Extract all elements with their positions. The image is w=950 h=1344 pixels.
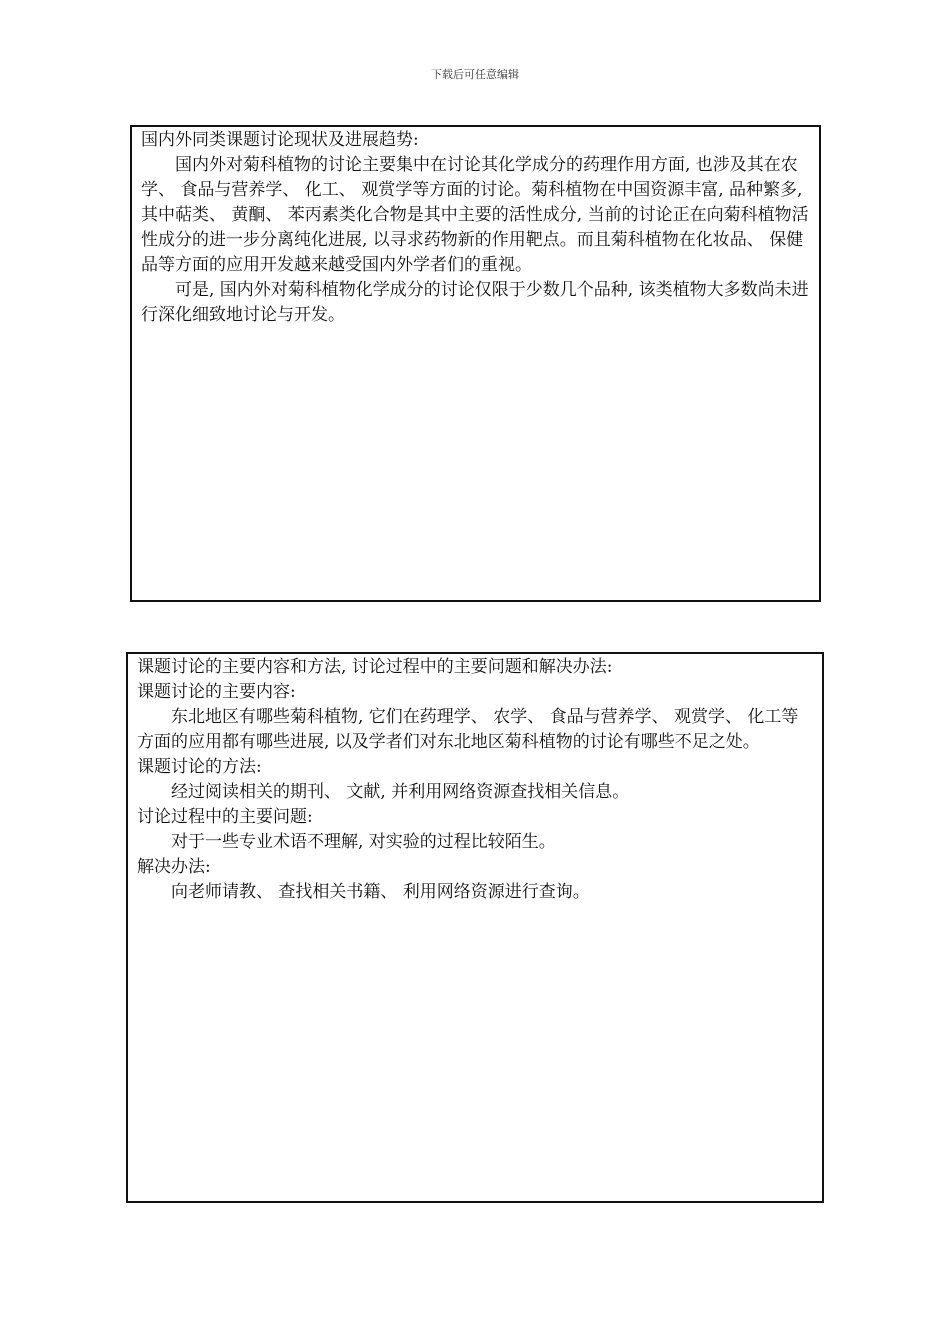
content-text: 东北地区有哪些菊科植物, 它们在药理学、 农学、 食品与营养学、 观赏学、 化工等方面的应用都有哪些进展, 以及学者们对东北地区菊科植物的讨论有哪些不足之处。	[137, 707, 799, 752]
research-content-box	[126, 652, 824, 1203]
research-content-heading: 课题讨论的主要内容和方法, 讨论过程中的主要问题和解决办法:	[137, 657, 613, 677]
solution-label: 解决办法:	[137, 857, 211, 877]
page-header-note: 下载后可任意编辑	[431, 68, 519, 81]
problem-text: 对于一些专业术语不理解, 对实验的过程比较陌生。	[171, 832, 556, 852]
method-text: 经过阅读相关的期刊、 文献, 并利用网络资源查找相关信息。	[171, 782, 630, 802]
problem-label: 讨论过程中的主要问题:	[137, 807, 313, 827]
method-label: 课题讨论的方法:	[137, 757, 262, 777]
research-status-heading: 国内外同类课题讨论现状及进展趋势:	[141, 130, 419, 150]
research-status-paragraph-1: 国内外对菊科植物的讨论主要集中在讨论其化学成分的药理作用方面, 也涉及其在农学、 食品与营养学、 化工、 观赏学等方面的讨论。菊科植物在中国资源丰富, 品种繁多, 其中萜类、 黄酮、 苯丙素类化合物是其中主要的活性成分, 当前的讨论正在向菊科植物活性成分的进一步分离纯化进展, 以寻求药物新的作用靶点。而且菊科植物在化妆品、 保健品等方面的应用开发越来越受国内外学者们的重视。	[141, 155, 809, 275]
research-status-box	[130, 125, 821, 602]
solution-text: 向老师请教、 查找相关书籍、 利用网络资源进行查询。	[171, 882, 590, 902]
content-label: 课题讨论的主要内容:	[137, 682, 296, 702]
research-status-paragraph-2: 可是, 国内外对菊科植物化学成分的讨论仅限于少数几个品种, 该类植物大多数尚未进行深化细致地讨论与开发。	[141, 280, 809, 325]
